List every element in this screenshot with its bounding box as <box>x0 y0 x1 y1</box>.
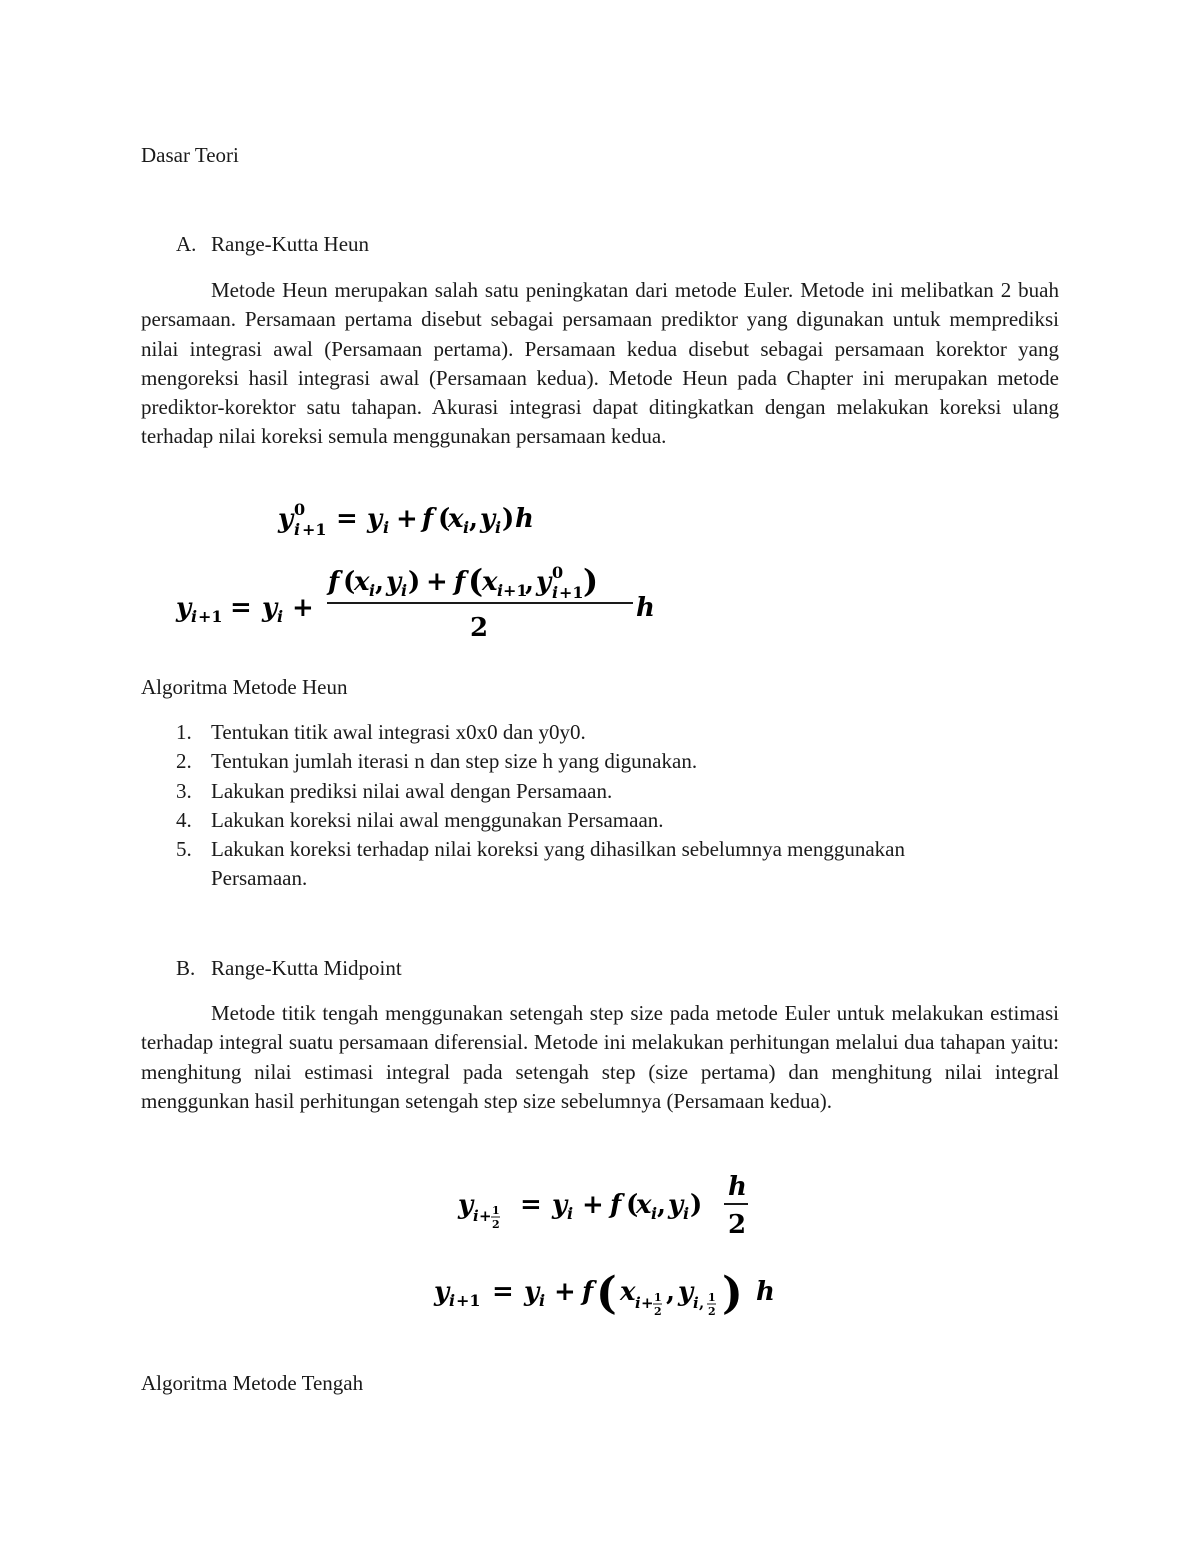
svg-text:+: + <box>641 1294 654 1312</box>
svg-text:): ) <box>690 1190 703 1220</box>
svg-text:,: , <box>666 1277 676 1307</box>
svg-text:=: = <box>492 1277 514 1307</box>
svg-text:2: 2 <box>470 613 489 643</box>
svg-text:+1: +1 <box>198 607 223 626</box>
svg-text:i: i <box>277 607 284 626</box>
svg-text:i: i <box>191 607 198 626</box>
heun-algorithm-steps <box>176 718 1006 894</box>
svg-text:): ) <box>583 562 599 600</box>
svg-text:+1: +1 <box>559 583 584 602</box>
svg-text:y: y <box>386 567 402 597</box>
svg-text:x: x <box>620 1277 636 1307</box>
svg-text:x: x <box>482 567 498 597</box>
svg-text:i: i <box>635 1294 641 1312</box>
svg-text:,: , <box>469 504 479 534</box>
section-a-letter: A. <box>176 232 197 256</box>
svg-text:x: x <box>354 567 370 597</box>
svg-text:,: , <box>525 567 535 597</box>
svg-text:0: 0 <box>552 563 564 582</box>
svg-text:i: i <box>539 1291 546 1310</box>
svg-text:(: ( <box>596 1268 617 1319</box>
svg-text:i: i <box>552 583 559 602</box>
svg-text:i: i <box>651 1204 658 1223</box>
svg-text:+: + <box>554 1277 576 1307</box>
svg-text:+1: +1 <box>302 520 327 539</box>
section-b-heading <box>176 954 402 984</box>
svg-text:+: + <box>582 1190 604 1220</box>
svg-text:,: , <box>375 567 385 597</box>
svg-text:y: y <box>434 1277 450 1307</box>
page-title: Dasar Teori <box>141 143 239 167</box>
heun-corrector-equation <box>170 558 670 648</box>
svg-text:i: i <box>401 581 408 600</box>
svg-text:+: + <box>396 504 418 534</box>
svg-text:2: 2 <box>654 1305 662 1318</box>
svg-text:y: y <box>480 504 496 534</box>
svg-text:): ) <box>408 567 421 597</box>
section-a-algorithm-title: Algoritma Metode Heun <box>141 675 348 699</box>
midpoint-half-step-equation <box>452 1165 772 1245</box>
svg-text:y: y <box>367 504 383 534</box>
svg-text:(: ( <box>438 504 451 534</box>
svg-text:2: 2 <box>708 1305 716 1318</box>
section-b-letter: B. <box>176 956 196 980</box>
svg-text:+1: +1 <box>503 581 528 600</box>
svg-text:y: y <box>536 567 552 597</box>
svg-text:x: x <box>636 1190 652 1220</box>
svg-text:,: , <box>699 1294 705 1312</box>
svg-text:i: i <box>497 581 504 600</box>
svg-text:(: ( <box>468 562 484 600</box>
svg-text:y: y <box>278 504 294 534</box>
svg-text:h: h <box>515 504 534 534</box>
section-b-title: Range-Kutta Midpoint <box>211 956 402 980</box>
svg-text:2: 2 <box>728 1210 747 1240</box>
list-item: 4. Lakukan koreksi nilai awal menggunakan Persamaan. <box>176 807 664 832</box>
svg-text:f: f <box>582 1277 594 1307</box>
svg-text:y: y <box>176 593 192 623</box>
svg-text:y: y <box>262 593 278 623</box>
section-a-title: Range-Kutta Heun <box>211 232 370 256</box>
svg-text:1: 1 <box>654 1291 662 1304</box>
list-item: 1. Tentukan titik awal integrasi x0x0 dan y0y0. <box>176 720 586 744</box>
list-item: 3. Lakukan prediksi nilai awal dengan Persamaan. <box>176 778 613 803</box>
svg-text:(: ( <box>626 1190 639 1220</box>
section-a-heading <box>176 230 369 260</box>
svg-text:+1: +1 <box>456 1291 481 1310</box>
svg-text:0: 0 <box>294 500 306 519</box>
svg-text:i: i <box>383 518 390 537</box>
svg-text:=: = <box>336 504 358 534</box>
svg-text:x: x <box>448 504 464 534</box>
svg-text:+: + <box>426 567 448 597</box>
section-a-paragraph: Metode Heun merupakan salah satu peningkatan dari metode Euler. Metode ini melibatkan 2 buah persamaan. Persamaan pertama disebut sebagai persamaan prediktor yang digunakan untuk memprediksi nilai integrasi awal (Persamaan pertama). Persamaan kedua disebut sebagai persamaan korektor yang mengoreksi hasil integrasi awal (Persamaan kedua). Metode Heun pada Chapter ini merupakan metode prediktor-korektor satu tahapan. Akurasi integrasi dapat ditingkatkan dengan melakukan koreksi ulang terhadap nilai koreksi semula menggunakan persamaan kedua. <box>141 278 1059 449</box>
heun-predictor-equation <box>272 495 572 545</box>
svg-text:): ) <box>502 504 515 534</box>
midpoint-full-step-equation <box>428 1262 788 1322</box>
svg-text:h: h <box>636 593 655 623</box>
svg-text:y: y <box>552 1190 568 1220</box>
svg-text:y: y <box>668 1190 684 1220</box>
svg-text:+: + <box>479 1207 492 1225</box>
svg-text:y: y <box>524 1277 540 1307</box>
svg-text:i: i <box>294 520 301 539</box>
list-item: 5. Lakukan koreksi terhadap nilai koreksi yang dihasilkan sebelumnya menggunakan Persamaan. <box>176 837 905 891</box>
svg-text:i: i <box>567 1204 574 1223</box>
svg-text:1: 1 <box>708 1291 716 1304</box>
svg-text:i: i <box>495 518 502 537</box>
svg-text:1: 1 <box>492 1204 500 1217</box>
svg-text:+: + <box>292 593 314 623</box>
svg-text:y: y <box>678 1277 694 1307</box>
svg-text:,: , <box>657 1190 667 1220</box>
svg-text:=: = <box>230 593 252 623</box>
svg-text:i: i <box>473 1207 479 1225</box>
svg-text:2: 2 <box>492 1218 500 1231</box>
svg-text:i: i <box>369 581 376 600</box>
list-item: 2. Tentukan jumlah iterasi n dan step size h yang digunakan. <box>176 749 698 774</box>
svg-text:h: h <box>728 1172 747 1202</box>
svg-text:i: i <box>449 1291 456 1310</box>
section-b-algorithm-title: Algoritma Metode Tengah <box>141 1371 364 1395</box>
svg-text:i: i <box>463 518 470 537</box>
svg-text:f: f <box>422 504 434 534</box>
svg-text:f: f <box>328 567 340 597</box>
svg-text:i: i <box>693 1294 699 1312</box>
svg-text:): ) <box>722 1268 743 1319</box>
svg-text:f: f <box>610 1190 622 1220</box>
svg-text:(: ( <box>343 567 356 597</box>
section-b-paragraph: Metode titik tengah menggunakan setengah step size pada metode Euler untuk melakukan estimasi terhadap integral suatu persamaan diferensial. Metode ini melakukan perhitungan melalui dua tahapan yaitu: menghitung nilai estimasi integral pada setengah step (size pertama) dan menghitung nilai integral menggunkan hasil perhitungan setengah step size sebelumnya (Persamaan kedua). <box>141 1001 1059 1113</box>
svg-text:=: = <box>520 1190 542 1220</box>
svg-text:f: f <box>454 567 466 597</box>
svg-text:i: i <box>683 1204 690 1223</box>
svg-text:h: h <box>756 1277 775 1307</box>
svg-text:y: y <box>458 1190 474 1220</box>
